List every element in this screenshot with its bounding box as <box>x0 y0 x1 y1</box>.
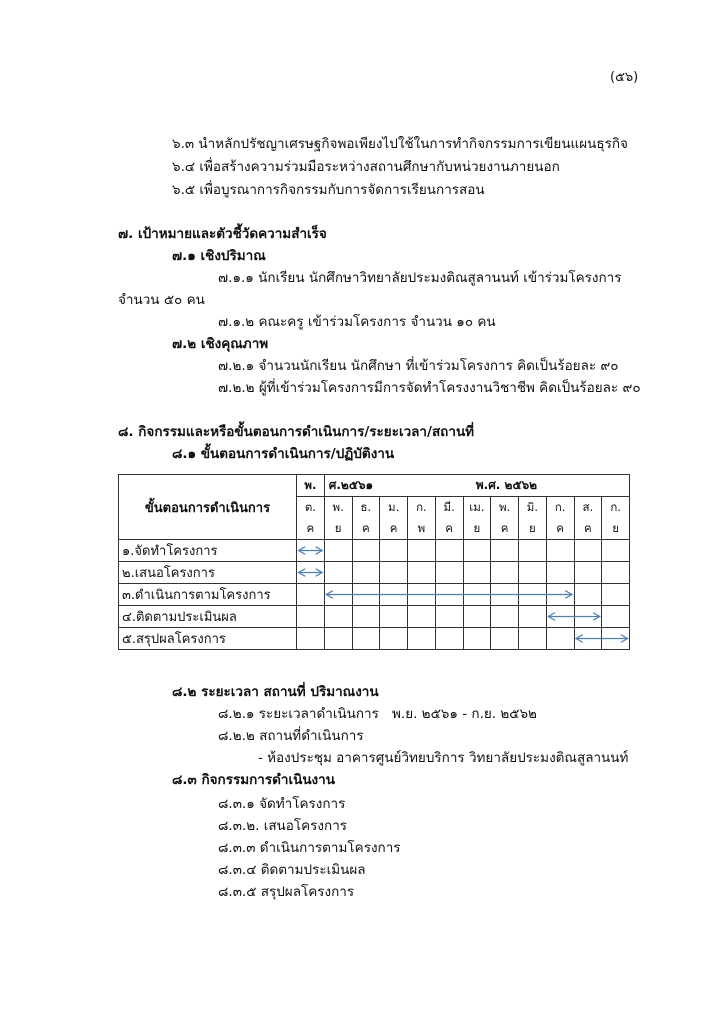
gantt-cell <box>435 584 463 606</box>
gantt-cell <box>297 562 325 584</box>
gantt-month-top: ก. <box>602 497 630 519</box>
gantt-month-bottom: ย <box>324 518 352 540</box>
gantt-month-bottom: ย <box>463 518 491 540</box>
gantt-month-top: ส. <box>574 497 602 519</box>
gantt-cell <box>491 584 519 606</box>
gantt-month-bottom: ค <box>352 518 380 540</box>
gantt-cell <box>491 628 519 650</box>
gantt-cell <box>602 606 630 628</box>
gantt-task-row <box>119 540 630 562</box>
gantt-cell <box>380 562 408 584</box>
gantt-cell <box>408 628 436 650</box>
gantt-cell <box>297 540 325 562</box>
gantt-month-bottom: พ <box>408 518 436 540</box>
gantt-cell <box>297 584 325 606</box>
gantt-month-top: ม. <box>380 497 408 519</box>
gantt-cell <box>297 606 325 628</box>
gantt-month-top: เม. <box>463 497 491 519</box>
gantt-cell <box>324 540 352 562</box>
gantt-cell <box>297 628 325 650</box>
gantt-month-bottom: ย <box>519 518 547 540</box>
gantt-month-bottom: ค <box>546 518 574 540</box>
gantt-cell <box>463 628 491 650</box>
gantt-task-label: ๓.ดำเนินการตามโครงการ <box>119 584 297 606</box>
gantt-cell <box>352 628 380 650</box>
gantt-task-row <box>119 606 630 628</box>
gantt-month-top: พ. <box>491 497 519 519</box>
gantt-cell <box>324 584 352 606</box>
gantt-task-label: ๕.สรุปผลโครงการ <box>119 628 297 650</box>
section-7-2-title: ๗.๒ เชิงคุณภาพ <box>172 336 269 352</box>
gantt-cell <box>463 584 491 606</box>
activity-8-3-1: ๘.๓.๑ จัดทำโครงการ <box>218 796 346 812</box>
item-8-2-2-label: ๘.๒.๒ สถานที่ดำเนินการ <box>218 728 364 744</box>
gantt-cell <box>546 628 574 650</box>
gantt-cell <box>491 606 519 628</box>
gantt-month-top: มิ. <box>519 497 547 519</box>
gantt-cell <box>324 606 352 628</box>
gantt-cell <box>435 562 463 584</box>
gantt-month-bottom: ค <box>491 518 519 540</box>
gantt-cell <box>352 606 380 628</box>
section-7-1-title: ๗.๑ เชิงปริมาณ <box>172 248 266 264</box>
item-7-1-1: ๗.๑.๑ นักเรียน นักศึกษาวิทยาลัยประมงติณสูลานนท์ เข้าร่วมโครงการ <box>218 270 622 286</box>
gantt-cell <box>324 562 352 584</box>
gantt-cell <box>602 584 630 606</box>
section-8-3-title: ๘.๓ กิจกรรมการดำเนินงาน <box>172 772 335 788</box>
gantt-month-top: ก. <box>408 497 436 519</box>
gantt-month-top: พ. <box>324 497 352 519</box>
gantt-cell <box>519 628 547 650</box>
gantt-month-top: ก. <box>546 497 574 519</box>
item-7-2-1: ๗.๒.๑ จำนวนนักเรียน นักศึกษา ที่เข้าร่วมโครงการ คิดเป็นร้อยละ ๙๐ <box>218 358 619 374</box>
page-number: (๕๖) <box>610 70 639 85</box>
gantt-cell <box>602 562 630 584</box>
gantt-cell <box>574 628 602 650</box>
gantt-cell <box>408 540 436 562</box>
gantt-table <box>118 474 630 650</box>
gantt-cell <box>519 562 547 584</box>
gantt-task-label: ๑.จัดทำโครงการ <box>119 540 297 562</box>
gantt-task-label: ๔.ติดตามประเมินผล <box>119 606 297 628</box>
gantt-cell <box>463 562 491 584</box>
gantt-cell <box>519 584 547 606</box>
gantt-cell <box>435 540 463 562</box>
gantt-task-row <box>119 562 630 584</box>
gantt-cell <box>463 540 491 562</box>
gantt-cell <box>380 584 408 606</box>
gantt-month-bottom: ย <box>602 518 630 540</box>
item-8-2-2-value: - ห้องประชุม อาคารศูนย์วิทยบริการ วิทยาลัยประมงติณสูลานนท์ <box>258 750 629 766</box>
gantt-cell <box>380 540 408 562</box>
gantt-cell <box>352 540 380 562</box>
gantt-cell <box>602 628 630 650</box>
gantt-cell <box>491 540 519 562</box>
gantt-cell <box>463 606 491 628</box>
section-8-2-title: ๘.๒ ระยะเวลา สถานที่ ปริมาณงาน <box>172 684 379 700</box>
gantt-cell <box>574 584 602 606</box>
gantt-cell <box>491 562 519 584</box>
gantt-cell <box>408 606 436 628</box>
gantt-month-top: ต. <box>297 497 325 519</box>
gantt-cell <box>602 540 630 562</box>
objective-6-5: ๖.๕ เพื่อบูรณาการกิจกรรมกับการจัดการเรียนการสอน <box>172 182 485 198</box>
gantt-cell <box>380 606 408 628</box>
gantt-cell <box>574 562 602 584</box>
gantt-month-bottom: ค <box>380 518 408 540</box>
section-7-title: ๗. เป้าหมายและตัวชี้วัดความสำเร็จ <box>118 226 327 242</box>
gantt-cell <box>352 562 380 584</box>
activity-8-3-4: ๘.๓.๔ ติดตามประเมินผล <box>218 862 366 878</box>
gantt-month-top: ธ. <box>352 497 380 519</box>
gantt-cell <box>435 628 463 650</box>
item-7-2-2: ๗.๒.๒ ผู้ที่เข้าร่วมโครงการมีการจัดทำโครงงานวิชาชีพ คิดเป็นร้อยละ ๙๐ <box>218 380 641 396</box>
activity-8-3-5: ๘.๓.๕ สรุปผลโครงการ <box>218 884 355 900</box>
gantt-cell <box>546 562 574 584</box>
gantt-cell <box>435 606 463 628</box>
gantt-cell <box>546 606 574 628</box>
item-7-1-2: ๗.๑.๒ คณะครู เข้าร่วมโครงการ จำนวน ๑๐ คน <box>218 314 496 330</box>
gantt-cell <box>574 540 602 562</box>
gantt-cell <box>408 584 436 606</box>
gantt-cell <box>519 540 547 562</box>
gantt-cell <box>380 628 408 650</box>
item-8-2-1-value: พ.ย. ๒๕๖๑ - ก.ย. ๒๕๖๒ <box>392 706 537 722</box>
gantt-year2: พ.ศ. ๒๕๖๒ <box>380 475 630 497</box>
gantt-cell <box>352 584 380 606</box>
section-8-1-title: ๘.๑ ขั้นตอนการดำเนินการ/ปฏิบัติงาน <box>172 446 395 462</box>
gantt-year1-prefix: พ. <box>297 475 325 497</box>
gantt-month-bottom: ค <box>297 518 325 540</box>
gantt-cell <box>546 584 574 606</box>
objective-6-3: ๖.๓ นำหลักปรัชญาเศรษฐกิจพอเพียงไปใช้ในการทำกิจกรรมการเขียนแผนธุรกิจ <box>172 136 628 152</box>
gantt-cell <box>408 562 436 584</box>
activity-8-3-2: ๘.๓.๒. เสนอโครงการ <box>218 818 348 834</box>
section-8-title: ๘. กิจกรรมและหรือขั้นตอนการดำเนินการ/ระยะเวลา/สถานที่ <box>118 424 475 440</box>
gantt-task-row <box>119 584 630 606</box>
gantt-year1: ศ.๒๕๖๑ <box>324 475 380 497</box>
gantt-cell <box>519 606 547 628</box>
gantt-task-row <box>119 628 630 650</box>
gantt-cell <box>324 628 352 650</box>
gantt-header-label: ขั้นตอนการดำเนินการ <box>119 475 297 540</box>
gantt-cell <box>574 606 602 628</box>
gantt-month-bottom: ค <box>574 518 602 540</box>
gantt-month-bottom: ค <box>435 518 463 540</box>
gantt-cell <box>546 540 574 562</box>
item-8-2-1-label: ๘.๒.๑ ระยะเวลาดำเนินการ <box>218 706 379 722</box>
gantt-task-label: ๒.เสนอโครงการ <box>119 562 297 584</box>
activity-8-3-3: ๘.๓.๓ ดำเนินการตามโครงการ <box>218 840 401 856</box>
gantt-month-top: มี. <box>435 497 463 519</box>
item-7-1-1-cont: จำนวน ๕๐ คน <box>118 292 205 308</box>
objective-6-4: ๖.๔ เพื่อสร้างความร่วมมือระหว่างสถานศึกษากับหน่วยงานภายนอก <box>172 159 560 175</box>
